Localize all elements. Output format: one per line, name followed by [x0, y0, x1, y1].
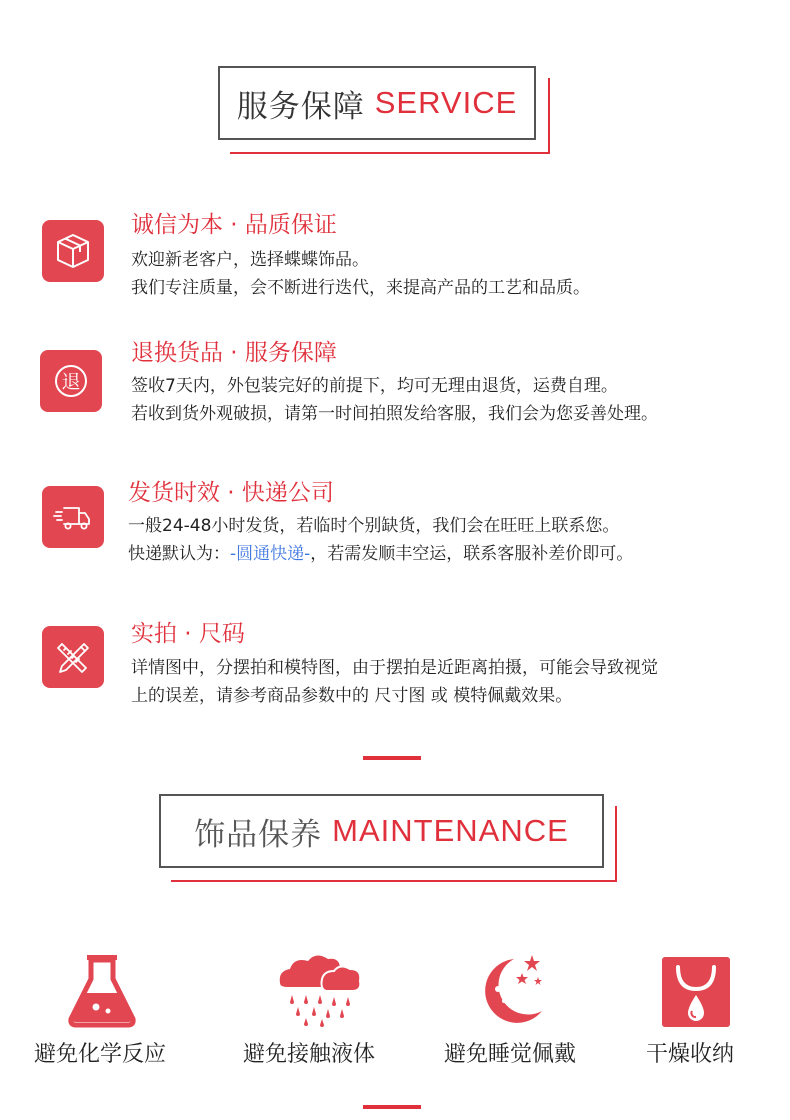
maintenance-item-sleep	[426, 940, 606, 1038]
express-note: ，若需发顺丰空运，联系客服补差价即可。	[310, 544, 634, 564]
service-heading: 实拍 · 尺码	[131, 621, 245, 647]
maintenance-title-cn: 饰品保养	[194, 816, 323, 853]
service-title-box	[218, 66, 536, 140]
svg-text:退: 退	[61, 371, 81, 393]
storage-bag-icon	[606, 940, 786, 1038]
flask-icon	[12, 940, 192, 1038]
service-heading: 诚信为本 · 品质保证	[131, 212, 337, 238]
maintenance-label: 干燥收纳	[646, 1042, 735, 1067]
express-default-label: 快递默认为：	[128, 544, 230, 564]
service-heading: 发货时效 · 快递公司	[128, 480, 334, 506]
service-text-line: 一般24-48小时发货，若临时个别缺货，我们会在旺旺上联系您。	[128, 516, 620, 536]
maintenance-item-chemical	[12, 940, 192, 1038]
section-divider	[363, 756, 421, 760]
moon-stars-icon	[426, 940, 606, 1038]
maintenance-item-dry-storage	[606, 940, 786, 1038]
ruler-pencil-icon	[42, 626, 104, 688]
service-text-line	[128, 539, 633, 564]
maintenance-title-box	[159, 794, 604, 868]
maintenance-label: 避免睡觉佩戴	[444, 1042, 577, 1067]
box-icon	[42, 220, 104, 282]
return-icon	[40, 350, 102, 412]
maintenance-label: 避免接触液体	[243, 1042, 376, 1067]
maintenance-label: 避免化学反应	[34, 1042, 167, 1067]
service-text-line: 上的误差，请参考商品参数中的 尺寸图 或 模特佩戴效果。	[131, 686, 573, 706]
service-heading: 退换货品 · 服务保障	[131, 340, 337, 366]
service-text-line: 我们专注质量，会不断进行迭代，来提高产品的工艺和品质。	[131, 278, 590, 298]
service-text-line: 若收到货外观破损，请第一时间拍照发给客服，我们会为您妥善处理。	[131, 404, 658, 424]
service-title-cn: 服务保障	[236, 88, 365, 125]
maintenance-item-liquid	[230, 940, 410, 1038]
service-text-line: 签收7天内，外包装完好的前提下，均可无理由退货，运费自理。	[131, 376, 618, 396]
maintenance-title-en: MAINTENANCE	[332, 813, 569, 848]
rain-cloud-icon	[230, 940, 410, 1038]
delivery-truck-icon	[42, 486, 104, 548]
service-text-line: 欢迎新老客户，选择蝶蝶饰品。	[131, 250, 369, 270]
service-title-en: SERVICE	[374, 85, 518, 120]
service-text-line: 详情图中，分摆拍和模特图，由于摆拍是近距离拍摄，可能会导致视觉	[131, 658, 658, 678]
section-divider	[363, 1105, 421, 1109]
express-company-link[interactable]: -圆通快递-	[230, 544, 311, 564]
